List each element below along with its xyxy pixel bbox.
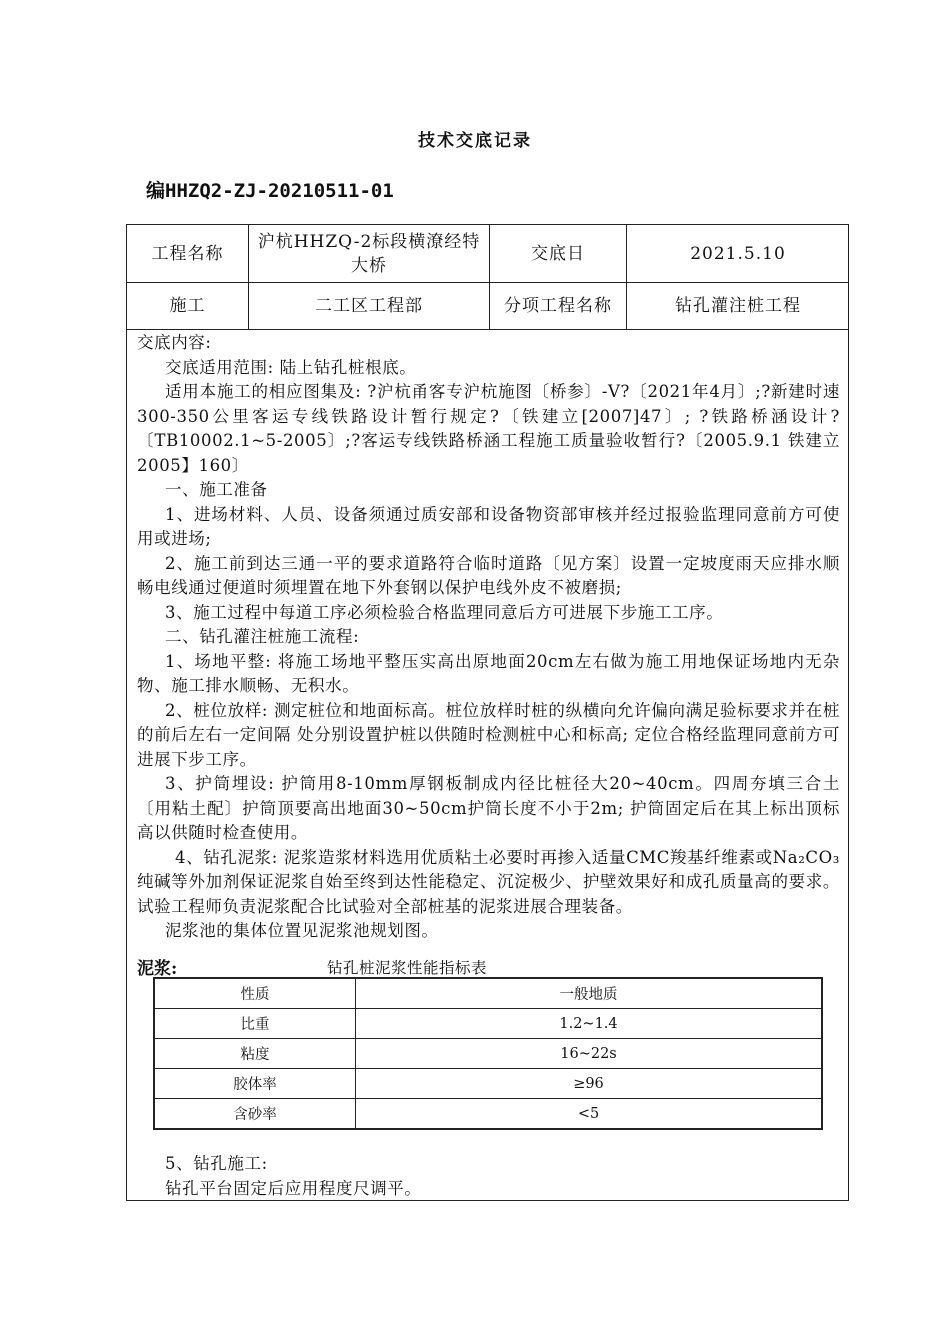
property-name: 胶体率 <box>155 1069 356 1098</box>
property-value: 16~22s <box>560 1045 617 1062</box>
paragraph: 1、场地平整: 将施工场地平整压实高出原地面20cm左右做为施工用地保证场地内无杂物、施工排水顺畅、无积水。 <box>137 651 840 695</box>
sub-project-label: 分项工程名称 <box>490 282 627 329</box>
paragraph: 泥浆池的集体位置见泥浆池规划图。 <box>165 921 439 940</box>
paragraph: 5、钻孔施工: <box>165 1154 268 1173</box>
paragraph: 4、钻孔泥浆: 泥浆造浆材料选用优质粘土必要时再掺入适量CMC羧基纤维素或Na₂CO₃纯碱等外加剂保证泥浆自始至终到达性能稳定、沉淀极少、护壁效果好和成孔质量高的要求。试验工程师负责泥浆配合比试验对全部桩基的泥浆进展合理装备。 <box>137 847 840 916</box>
table-row <box>155 1099 821 1128</box>
property-value: <5 <box>577 1105 600 1122</box>
mud-performance-table <box>153 977 823 1130</box>
mud-label: 泥浆: <box>137 959 178 979</box>
mud-col-property: 性质 <box>155 979 356 1008</box>
document-title: 技术交底记录 <box>418 131 532 151</box>
record-table <box>126 224 849 1201</box>
date-label: 交底日 <box>490 225 627 282</box>
construction-value: 二工区工程部 <box>249 282 490 329</box>
mud-table-caption: 钻孔桩泥浆性能指标表 <box>327 959 488 977</box>
paragraph: 交底适用范围: 陆上钻孔桩根底。 <box>165 357 417 377</box>
table-row <box>155 1039 821 1069</box>
document-code: 编HHZQ2-ZJ-20210511-01 <box>146 180 394 202</box>
property-name: 比重 <box>155 1009 356 1038</box>
project-name-value: 沪杭HHZQ-2标段横潦经特大桥 <box>249 225 490 282</box>
paragraph: 3、护筒埋设: 护筒用8-10mm厚钢板制成内径比桩径大20~40cm。四周夯填三合土〔用粘土配〕护筒顶要高出地面30~50cm护筒长度不小于2m; 护筒固定后在其上标出顶标高以供随时检查使用。 <box>137 774 840 842</box>
project-name-label: 工程名称 <box>127 225 249 282</box>
mud-table-header <box>155 979 821 1009</box>
mud-heading <box>137 954 837 979</box>
table-row <box>155 1069 821 1099</box>
header-row-2 <box>127 282 848 330</box>
mud-col-geology: 一般地质 <box>559 987 618 1003</box>
property-name: 含砂率 <box>155 1099 356 1128</box>
paragraph: 2、桩位放样: 测定桩位和地面标高。桩位放样时桩的纵横向允许偏向满足验标要求并在桩的前后左右一定间隔 处分别设置护桩以供随时检测桩中心和标高; 定位合格经监理同意前方可进展下步工序。 <box>137 700 840 769</box>
section-heading: 一、施工准备 <box>165 480 268 499</box>
property-value: 1.2~1.4 <box>559 1015 618 1032</box>
disclosure-content <box>137 331 840 944</box>
construction-label: 施工 <box>127 282 249 329</box>
property-name: 粘度 <box>155 1039 356 1068</box>
paragraph: 适用本施工的相应图集及: ?沪杭甬客专沪杭施图〔桥参〕-V?〔2021年4月〕;?新建时速300-350公里客运专线铁路设计暂行规定?〔铁建立[2007]47〕; ?铁路桥涵设计?〔TB10002.1~5-2005〕;?客运专线铁路桥涵工程施工质量验收暂行?〔2005.9.1 铁建立2005】160〕 <box>137 382 840 475</box>
paragraph: 2、施工前到达三通一平的要求道路符合临时道路〔见方案〕设置一定坡度雨天应排水顺畅电线通过便道时须埋置在地下外套钢以保护电线外皮不被磨损; <box>137 553 840 597</box>
paragraph: 钻孔平台固定后应用程度尺调平。 <box>165 1178 422 1198</box>
paragraph: 3、施工过程中每道工序必须检验合格监理同意后方可进展下步施工工序。 <box>165 602 724 622</box>
table-row <box>155 1009 821 1039</box>
date-value: 2021.5.10 <box>690 243 786 264</box>
section-heading: 二、钻孔灌注桩施工流程: <box>165 627 360 646</box>
paragraph: 1、进场材料、人员、设备须通过质安部和设备物资部审核并经过报验监理同意前方可使用或进场; <box>137 504 840 548</box>
content-heading: 交底内容: <box>137 333 212 352</box>
property-value: ≥96 <box>573 1075 604 1092</box>
tail-content <box>137 1152 840 1201</box>
sub-project-value: 钻孔灌注桩工程 <box>675 295 801 316</box>
header-row-1 <box>127 225 848 283</box>
